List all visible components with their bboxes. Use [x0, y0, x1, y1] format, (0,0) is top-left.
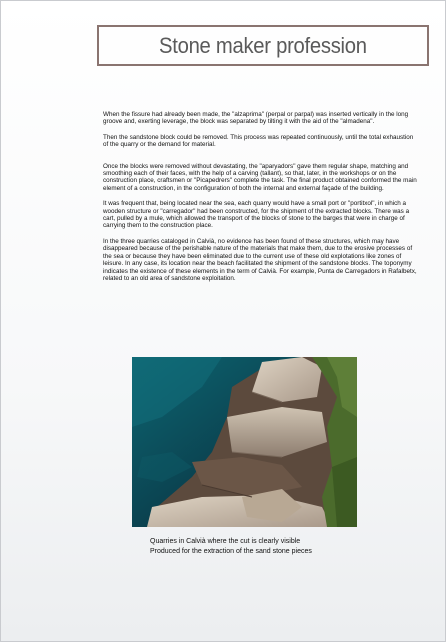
caption-line-2: Produced for the extraction of the sand stone pieces [150, 548, 312, 555]
paragraph-3: Once the blocks were removed without devastating, the "aparyadors" gave them regular shape, matching and smoothing each of their faces, with the help of a carving (tallant), so that, later, in the workshops or on the construction place, craftsmen or "Picapedrers" complete the task. The final product obtained conformed the main element of a construction, in the configuration of both the internal and external façade of the building. [103, 162, 417, 192]
body-text [103, 111, 417, 290]
paragraph-4: It was frequent that, being located near the sea, each quarry would have a small port or "portitxol", in which a wooden structure or "carregador" had been constructed, for the shipment of the extracted blocks. There was a cart, pulled by a mule, which allowed the transport of the blocks of stone to the barges that were in charge of carrying them to the construction place. [103, 200, 410, 230]
title-box [97, 25, 429, 66]
paragraph-1: When the fissure had already been made, the "alzaprima" (perpal or parpal) was inserted vertically in the long groove and, exerting leverage, the block was separated by tilting it with the aid of the "almadena". [103, 111, 409, 126]
quarry-photo [132, 357, 357, 527]
photo-caption [150, 537, 410, 557]
caption-line-1: Quarries in Calvià where the cut is clearly visible [150, 538, 301, 545]
paragraph-2: Then the sandstone block could be removed. This process was repeated continuously, until the total exhaustion of the quarry or the demand for material. [103, 133, 414, 149]
page-title: Stone maker profession [159, 32, 367, 58]
paragraph-5: In the three quarries cataloged in Calvià, no evidence has been found of these structures, which may have disappeared because of the perishable nature of the materials that make them, due to the erosive processes of the sea or because they have been eliminated due to the current use of these old explotations like zones of leisure. In any case, its location near the beach facilitated the shipment of the sandstone blocks. The toponymy indicates the existence of these elements in the term of Calvià. For example, Punta de Carregadors in Rafalbetx, related to an old area of sandstone exploitation. [103, 237, 417, 282]
